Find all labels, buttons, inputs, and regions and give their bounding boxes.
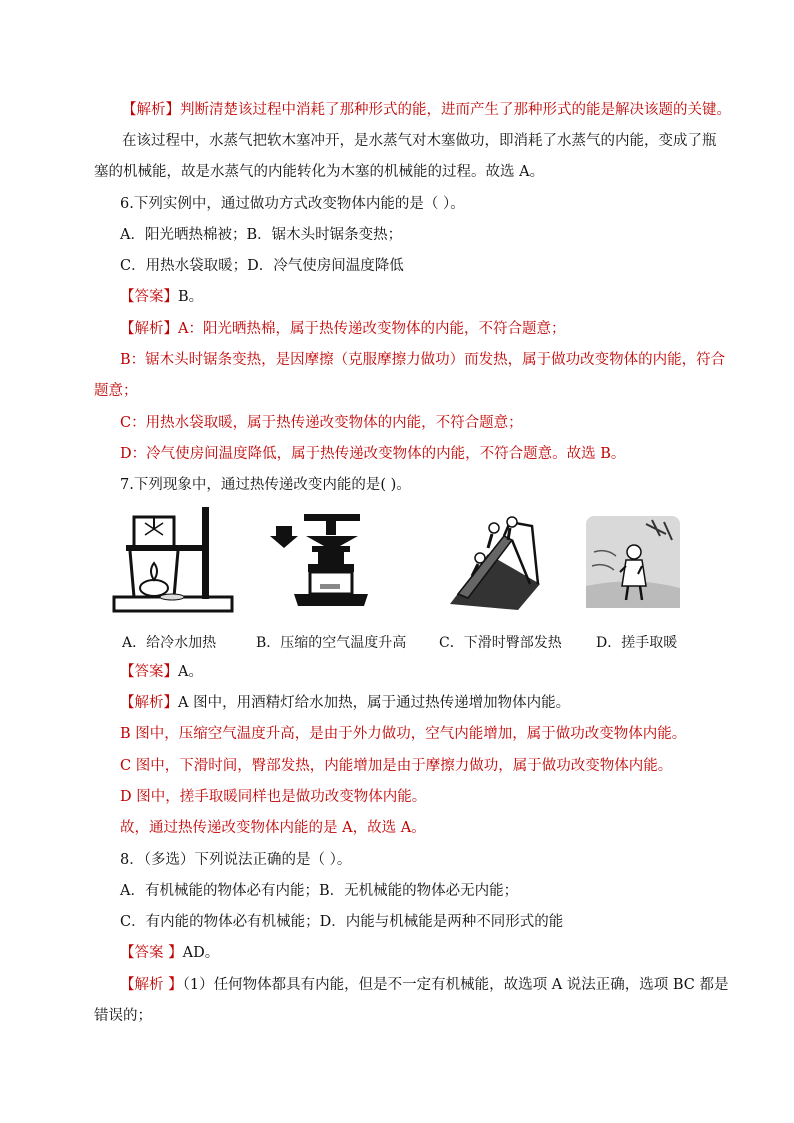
analysis-text: （1）任何物体都具有内能，但是不一定有机械能，故选项 A 说法正确，选项 BC 都是	[182, 977, 729, 993]
analysis-text: A：阳光晒热棉，属于热传递改变物体的内能，不符合题意；	[178, 321, 566, 337]
analysis-text: 判断清楚该过程中消耗了那种形式的能，进而产生了那种形式的能是解决该题的关键。	[180, 102, 731, 118]
figure-b-compressed-air	[268, 512, 368, 612]
q6-analysis-b-2: 题意；	[94, 383, 138, 399]
figure-d-rubbing-hands	[586, 516, 680, 608]
answer-value: A。	[178, 664, 203, 680]
q6-answer	[120, 287, 203, 307]
caption-c: C．下滑时臀部发热	[439, 635, 562, 651]
figure-c-slide	[448, 514, 544, 612]
q6-analysis-c: C：用热水袋取暖，属于热传递改变物体的内能，不符合题意；	[120, 415, 523, 431]
analysis-tag: 【解析】	[122, 102, 180, 118]
q7-analysis-3: C 图中，下滑时间，臀部发热，内能增加是由于摩擦力做功，属于做功改变物体内能。	[120, 758, 673, 774]
q7-analysis-1	[120, 693, 570, 713]
q7-analysis-2: B 图中，压缩空气温度升高，是由于外力做功，空气内能增加，属于做功改变物体内能。	[120, 726, 687, 742]
q8-options-ab: A．有机械能的物体必有内能；B．无机械能的物体必无内能；	[120, 883, 519, 899]
answer-tag: 【答案】	[120, 289, 178, 305]
analysis-text: A 图中，用酒精灯给水加热，属于通过热传递增加物体内能。	[178, 695, 571, 711]
figure-a-heating-water	[112, 505, 242, 617]
analysis-tag: 【解析】	[120, 695, 178, 711]
q6-options-ab: A．阳光晒热棉被；B．锯木头时锯条变热；	[120, 227, 403, 243]
q6-analysis-a	[120, 319, 565, 339]
analysis-line-1	[122, 100, 731, 120]
analysis-tag: 【解析 】	[120, 977, 183, 993]
q7-analysis-4: D 图中，搓手取暖同样也是做功改变物体内能。	[120, 789, 427, 805]
caption-d: D．搓手取暖	[596, 635, 678, 651]
q8-analysis-1	[120, 975, 729, 995]
q6-stem: 6.下列实例中，通过做功方式改变物体内能的是（ ）。	[120, 196, 465, 212]
q7-stem: 7.下列现象中，通过热传递改变内能的是( )。	[120, 477, 411, 493]
q8-answer	[120, 943, 219, 963]
q6-options-cd: C．用热水袋取暖；D．冷气使房间温度降低	[120, 258, 404, 274]
q8-stem: 8．（多选）下列说法正确的是（ ）。	[120, 852, 352, 868]
q7-analysis-5: 故，通过热传递改变物体内能的是 A，故选 A。	[120, 820, 426, 836]
answer-tag: 【答案 】	[120, 945, 183, 961]
q8-analysis-2: 错误的；	[94, 1008, 152, 1024]
caption-b: B．压缩的空气温度升高	[256, 635, 407, 651]
answer-value: AD。	[182, 945, 220, 961]
analysis-line-3: 塞的机械能，故是水蒸气的内能转化为木塞的机械能的过程。故选 A。	[94, 164, 545, 180]
q8-options-cd: C．有内能的物体必有机械能；D．内能与机械能是两种不同形式的能	[120, 914, 564, 930]
answer-value: B。	[178, 289, 204, 305]
analysis-line-2: 在该过程中，水蒸气把软木塞冲开，是水蒸气对木塞做功，即消耗了水蒸气的内能，变成了瓶	[122, 133, 717, 149]
q7-answer	[120, 662, 203, 682]
answer-tag: 【答案】	[120, 664, 178, 680]
caption-a: A．给冷水加热	[122, 635, 217, 651]
q6-analysis-d: D：冷气使房间温度降低，属于热传递改变物体的内能，不符合题意。故选 B。	[120, 446, 626, 462]
analysis-tag: 【解析】	[120, 321, 178, 337]
q6-analysis-b-1: B：锯木头时锯条变热，是因摩擦（克服摩擦力做功）而发热，属于做功改变物体的内能，符合	[120, 352, 726, 368]
